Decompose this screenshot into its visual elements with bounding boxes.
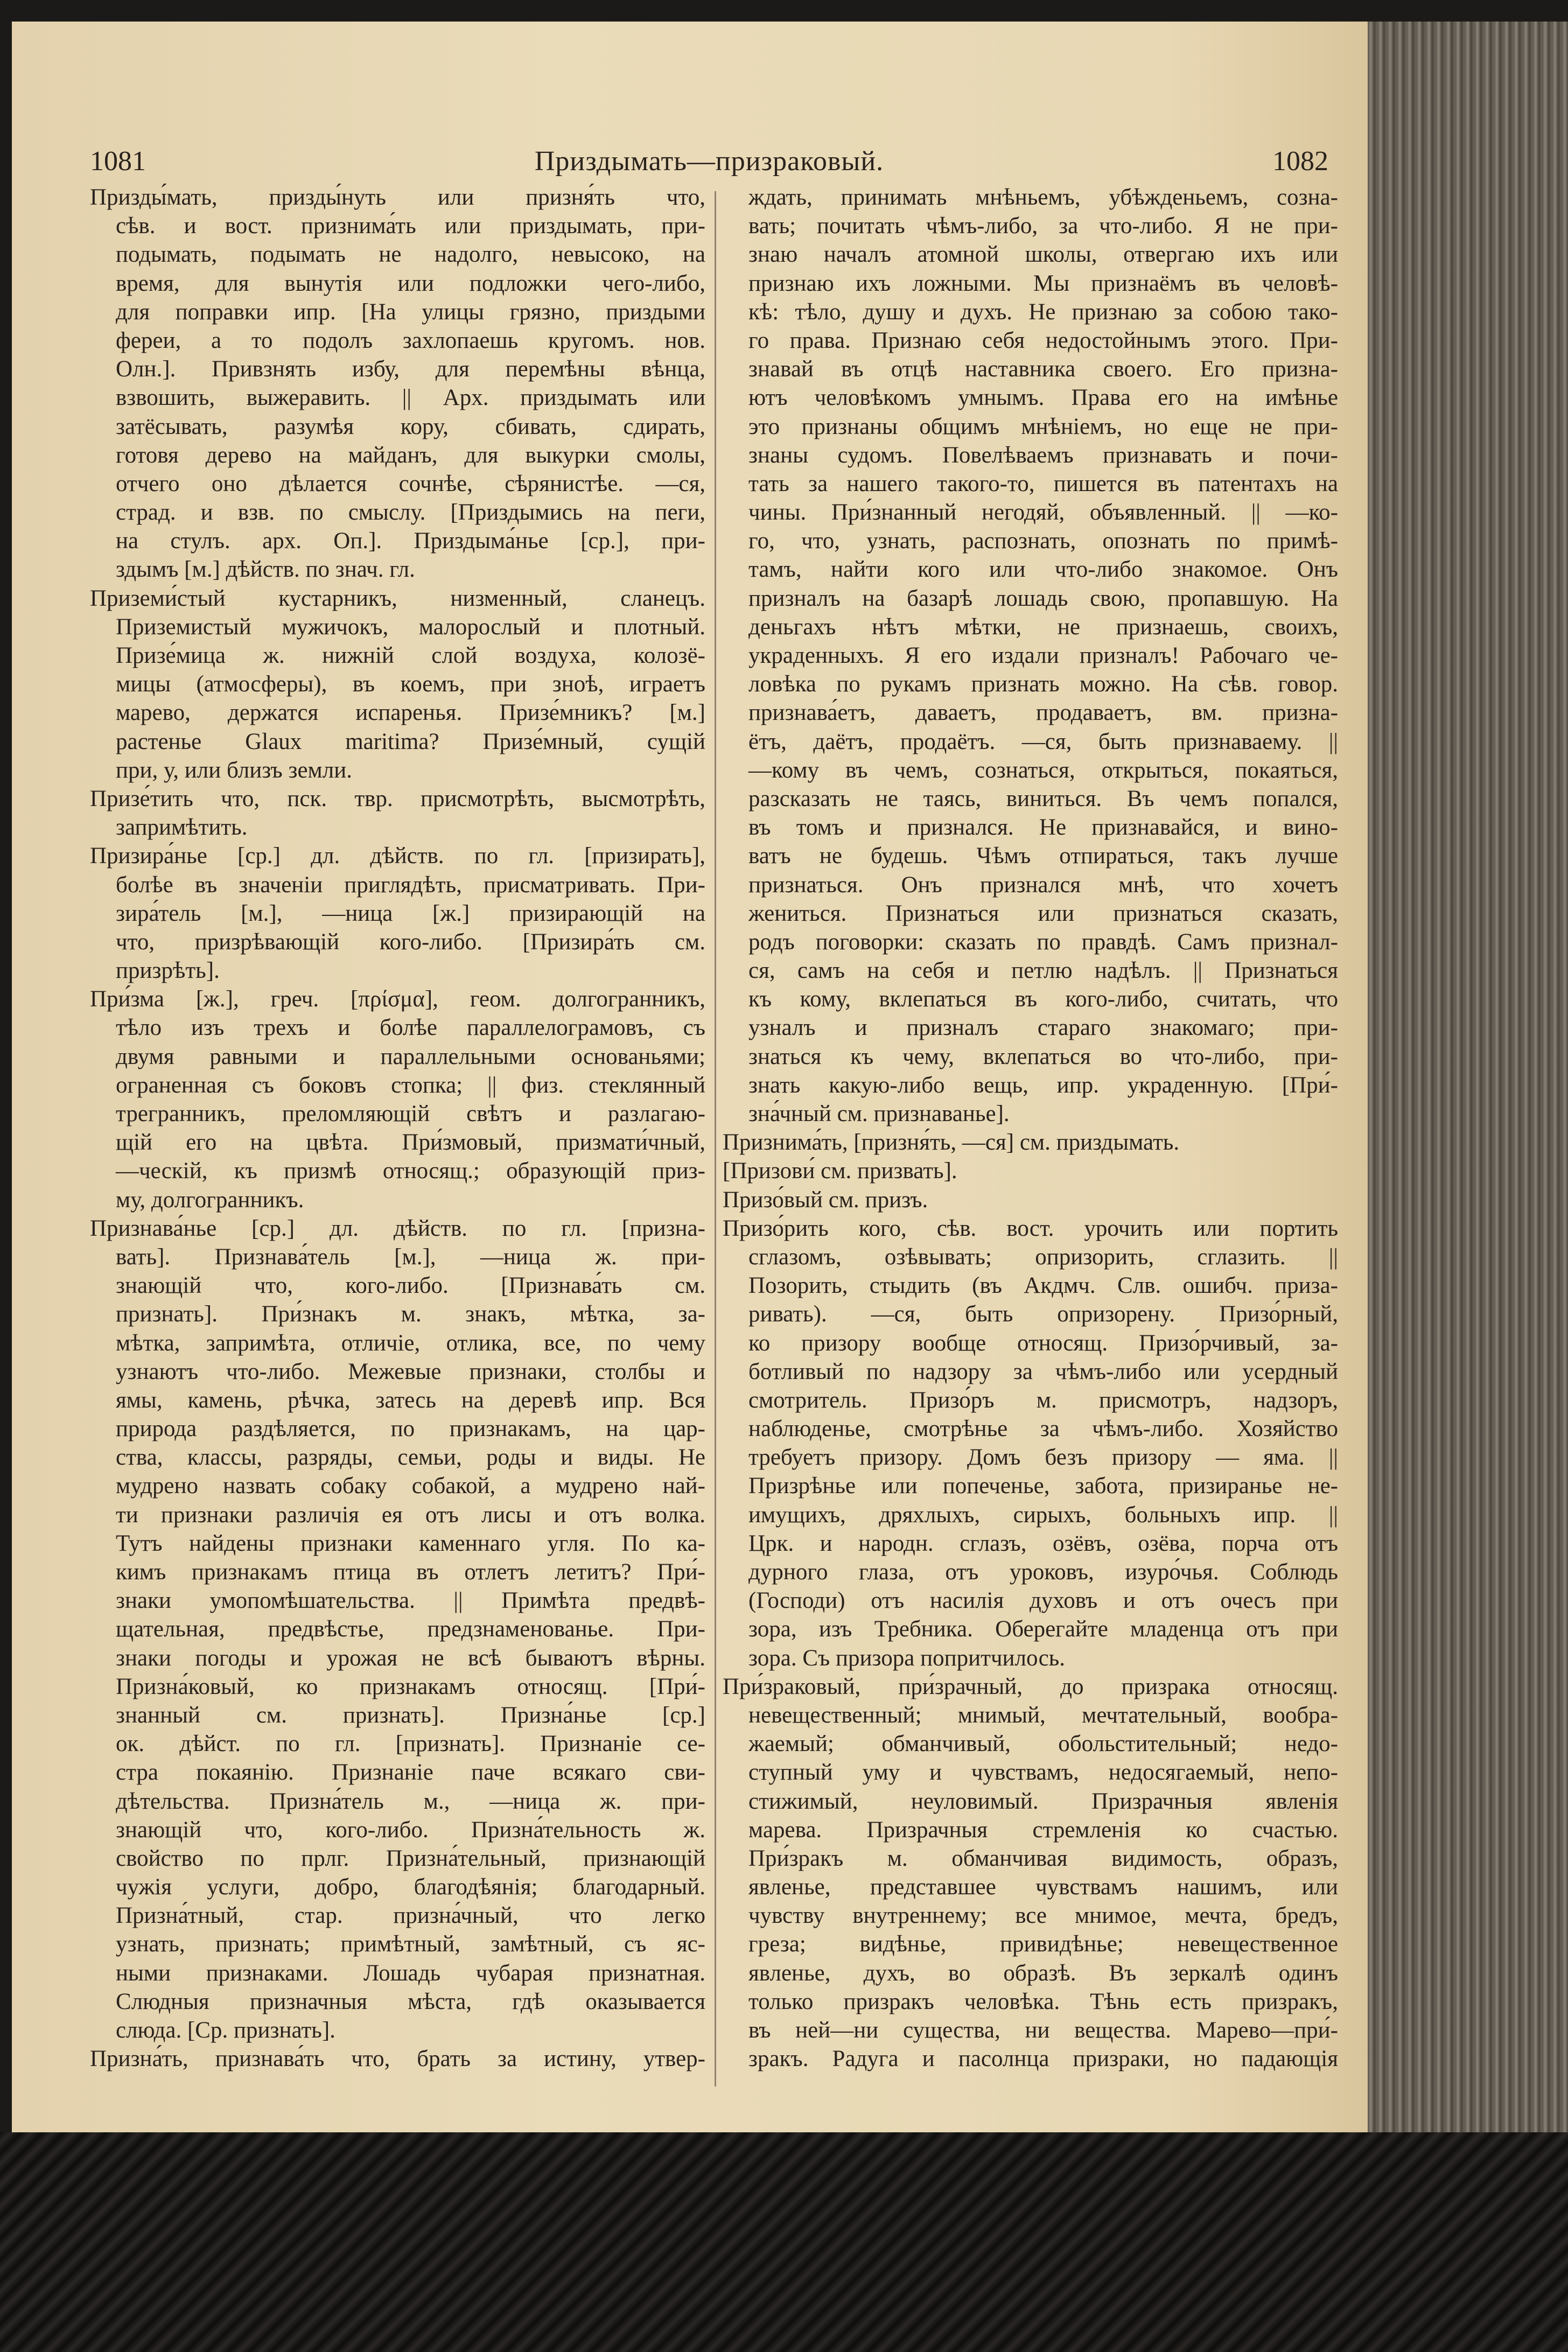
entry-headword-line: Призе́тить что, пск. твр. присмотрѣть, высмотрѣть, [90,786,705,811]
text-line: (Господи) отъ насилія духовъ и отъ очесъ при [748,1588,1338,1614]
text-line: ко призору вообще относящ. Призо́рчивый, за- [748,1330,1338,1356]
entry-headword-line: Признима́ть, [призня́ть, —ся] см. приздымать. [723,1130,1180,1156]
text-line: Тутъ найдены признаки каменнаго угля. По ка- [116,1530,705,1556]
text-line: разсказать не таясь, виниться. Въ чемъ попался, [748,786,1338,811]
entry-headword-line: При́зраковый, при́зрачный, до призрака относящ. [723,1674,1338,1699]
text-line: вать]. Признава́тель [м.], —ница ж. при- [116,1244,705,1270]
left-column [90,183,705,2073]
text-line: на стулъ. арх. Оп.]. Приздыма́нье [ср.], при- [116,528,705,554]
text-line: деньгахъ нѣтъ мѣтки, не признаешь, своихъ, [748,614,1338,640]
text-line: зира́тель [м.], —ница [ж.] призирающій на [116,900,705,926]
text-line: отчего оно дѣлается сочнѣе, сѣрянистѣе. —ся, [116,471,705,496]
text-line: кимъ признакамъ птица въ отлетъ летитъ? При́- [116,1559,705,1585]
text-line: фереи, а то подолъ захлопаешь кругомъ. нов. [116,327,705,353]
text-line: знанный см. признать]. Призна́нье [ср.] [116,1702,705,1728]
text-line: признаю ихъ ложными. Мы признаёмъ въ человѣ- [748,270,1338,296]
text-line: зна́чный см. признаванье]. [748,1101,1010,1126]
text-line: знаки умопомѣшательства. || Примѣта предвѣ- [116,1588,705,1614]
text-line: ограненная съ боковъ стопка; || физ. стеклянный [116,1072,705,1098]
entry-headword-line: При́зма [ж.], греч. [πρίσμα], геом. долгогранникъ, [90,986,705,1012]
text-line: ждать, принимать мнѣньемъ, убѣжденьемъ, созна- [748,185,1338,210]
text-line: греза; видѣнье, привидѣнье; невещественное [748,1931,1338,1957]
text-line: знающій что, кого-либо. Призна́тельность ж. [116,1817,705,1843]
text-line: —кому въ чемъ, сознаться, открыться, покаяться, [748,757,1338,783]
text-line: зракъ. Радуга и пасолнца призраки, но падающія [748,2046,1338,2072]
text-line: растенье Glaux maritima? Призе́мный, сущій [116,729,705,754]
text-line: знаны судомъ. Повелѣваемъ признавать и почи- [748,442,1338,468]
text-line: природа раздѣляется, по признакамъ, на цар- [116,1416,705,1442]
text-line: ся, самъ на себя и петлю надѣлъ. || Признаться [748,958,1338,984]
text-line: Слюдныя призначныя мѣста, гдѣ оказывается [116,1989,705,2014]
text-line: Црк. и народн. сглазъ, озёвъ, озёва, порча отъ [748,1530,1338,1556]
text-line: ловѣка по рукамъ признать можно. На сѣв. говор. [748,671,1338,697]
text-line: знавай въ отцѣ наставника своего. Его призна- [748,356,1338,382]
text-line: Призна́ковый, ко признакамъ относящ. [При́- [116,1674,705,1699]
text-line: жаемый; обманчивый, обольстительный; недо- [748,1731,1338,1757]
text-line: му, долгогранникъ. [116,1187,304,1213]
text-line: Призна́тный, стар. призна́чный, что легко [116,1903,705,1929]
entry-headword-line: Приземи́стый кустарникъ, низменный, сланецъ. [90,585,705,611]
text-line: го права. Признаю себя недостойнымъ этого. При- [748,327,1338,353]
text-line: ётъ, даётъ, продаётъ. —ся, быть признаваему. || [748,729,1338,754]
text-line: только призракъ человѣка. Тѣнь есть призракъ, [748,1989,1338,2014]
text-line: щательная, предвѣстье, предзнаменованье. При- [116,1616,705,1642]
entry-headword-line: Призо́вый см. призъ. [723,1187,928,1213]
text-line: время, для вынутія или подложки чего-либо, [116,270,705,296]
text-line: трегранникъ, преломляющій свѣтъ и разлагаю- [116,1101,705,1126]
text-line: явленье, представшее чувствамъ нашимъ, или [748,1874,1338,1900]
text-line: знаки погоды и урожая не всѣ бываютъ вѣрны. [116,1645,705,1671]
text-line: смотритель. Призо́ръ м. присмотръ, надзоръ, [748,1387,1338,1413]
text-line: Олн.]. Привзнять избу, для перемѣны вѣнца, [116,356,705,382]
text-line: имущихъ, дряхлыхъ, сирыхъ, больныхъ ипр. || [748,1502,1338,1528]
text-line: ривать). —ся, быть опризорену. Призо́рный, [748,1301,1338,1327]
page-number-right: 1082 [1272,146,1328,177]
background-surface [0,2132,1568,2352]
text-line: узналъ и призналъ стараго знакомаго; при- [748,1015,1338,1041]
text-line: явленье, духъ, во образѣ. Въ зеркалѣ одинъ [748,1960,1338,1986]
text-line: для поправки ипр. [На улицы грязно, приздыми [116,299,705,325]
text-line: требуетъ призору. Домъ безъ призору — яма. || [748,1445,1338,1471]
text-line: ства, классы, разряды, семьи, роды и виды. Не [116,1445,705,1471]
text-line: ок. дѣйст. по гл. [признать]. Признаніе се- [116,1731,705,1757]
text-line: тать за нашего такого-то, пишется въ патентахъ на [748,471,1338,496]
text-line: знать какую-либо вещь, ипр. украденную. [При́- [748,1072,1338,1098]
text-line: дѣтельства. Призна́тель м., —ница ж. при- [116,1788,705,1814]
text-line: призналъ на базарѣ лошадь свою, пропавшую. На [748,585,1338,611]
text-line: чужія услуги, добро, благодѣянія; благодарный. [116,1874,705,1900]
text-line: —ческій, къ призмѣ относящ.; образующій приз- [116,1158,705,1184]
text-line: знаться къ чему, вклепаться во что-либо, при- [748,1044,1338,1069]
text-line: при, у, или близъ земли. [116,757,352,783]
text-line: болѣе въ значеніи приглядѣть, присматривать. При- [116,872,705,898]
entry-headword-line: Признава́нье [ср.] дл. дѣйств. по гл. [призна- [90,1215,705,1241]
entry-headword-line: Призна́ть, признава́ть что, брать за истину, утвер- [90,2046,705,2072]
text-line: наблюденье, смотрѣнье за чѣмъ-либо. Хозяйство [748,1416,1338,1442]
text-line: марева. Призрачныя стремленія ко счастью. [748,1817,1338,1843]
text-line: взвошить, выжеравить. || Арх. приздымать или [116,385,705,411]
text-line: свойство по прлг. Призна́тельный, признающій [116,1845,705,1871]
text-line: мѣтка, запримѣта, отличіе, отлика, все, по чему [116,1330,705,1356]
text-line: ступный уму и чувствамъ, недосягаемый, непо- [748,1760,1338,1786]
page-header [90,145,1328,183]
text-line: къ кому, вклепаться въ кого-либо, считать, что [748,986,1338,1012]
page-number-left: 1081 [90,146,146,177]
text-line: украденныхъ. Я его издали призналъ! Рабочаго че- [748,643,1338,668]
text-line: сѣв. и вост. признима́ть или приздымать, при- [116,213,705,239]
entry-headword-line: Призо́рить кого, сѣв. вост. урочить или портить [723,1215,1338,1241]
text-line: родъ поговорки: сказать по правдѣ. Самъ признал- [748,929,1338,955]
text-line: кѣ: тѣло, душу и духъ. Не признаю за собою тако- [748,299,1338,325]
text-line: признать]. При́знакъ м. знакъ, мѣтка, за- [116,1301,705,1327]
text-line: ямы, камень, рѣчка, затесь на деревѣ ипр. Вся [116,1387,705,1413]
text-line: зора, изъ Требника. Оберегайте младенца отъ при [748,1616,1338,1642]
text-line: ютъ человѣкомъ умнымъ. Права его на имѣнье [748,385,1338,411]
text-line: ватъ не будешь. Чѣмъ отпираться, такъ лучше [748,843,1338,869]
text-line: признава́етъ, даваетъ, продаваетъ, вм. призна- [748,700,1338,726]
text-line: тамъ, найти кого или что-либо знакомое. Онъ [748,557,1338,583]
text-line: въ ней—ни существа, ни вещества. Марево—при́- [748,2018,1338,2043]
text-line: узнаютъ что-либо. Межевые признаки, столбы и [116,1359,705,1384]
text-line: страд. и взв. по смыслу. [Приздымись на пеги, [116,500,705,526]
text-line: жениться. Признаться или признаться сказать, [748,900,1338,926]
text-line: Призрѣнье или попеченье, забота, призиранье не- [748,1473,1338,1499]
text-line: узнать, признать; примѣтный, замѣтный, съ яс- [116,1931,705,1957]
text-line: Призе́мица ж. нижній слой воздуха, колозё- [116,643,705,668]
text-line: невещественный; мнимый, мечтательный, вообра- [748,1702,1338,1728]
text-line: го, что, узнать, распознать, опознать по примѣ- [748,528,1338,554]
text-line: затёсывать, разумѣя кору, сбивать, сдирать, [116,414,705,439]
entry-headword-line: [Призови́ см. призвать]. [723,1158,957,1184]
text-line: это признаны общимъ мнѣніемъ, но еще не при- [748,414,1338,439]
text-line: слюда. [Ср. признать]. [116,2018,335,2043]
text-line: ными признаками. Лошадь чубарая признатная. [116,1960,705,1986]
column-divider [715,191,716,2087]
text-line: сглазомъ, озѣвывать; опризорить, сглазить. || [748,1244,1338,1270]
text-line: двумя равными и параллельными основаньями; [116,1044,705,1069]
text-line: готовя дерево на майданъ, для выкурки смолы, [116,442,705,468]
text-line: мудрено назвать собаку собакой, а мудрено най- [116,1473,705,1499]
text-line: щій его на цвѣта. При́змовый, призмати́чный, [116,1130,705,1156]
text-line: ти признаки различія ея отъ лисы и отъ волка. [116,1502,705,1528]
text-line: Приземистый мужичокъ, малорослый и плотный. [116,614,705,640]
text-line: признаться. Онъ признался мнѣ, что хочетъ [748,872,1338,898]
text-line: подымать, подымать не надолго, невысоко, на [116,242,705,268]
text-line: знающій что, кого-либо. [Признава́ть см. [116,1273,705,1299]
text-line: Позорить, стыдить (въ Акдмч. Слв. ошибч. приза- [748,1273,1338,1299]
text-line: зора. Съ призора попритчилось. [748,1645,1066,1671]
entry-headword-line: Призды́мать, призды́нуть или призня́ть что, [90,185,705,210]
text-line: стижимый, неуловимый. Призрачныя явленія [748,1788,1338,1814]
entry-headword-line: Призира́нье [ср.] дл. дѣйств. по гл. [призирать], [90,843,705,869]
book-binding-edge [1368,22,1568,2138]
text-line: чины. При́знанный негодяй, объявленный. || —ко- [748,500,1338,526]
text-line: ботливый по надзору за чѣмъ-либо или усердный [748,1359,1338,1384]
text-line: марево, держатся испаренья. Призе́мникъ? [м.] [116,700,705,726]
text-line: призрѣть]. [116,958,220,984]
text-line: дурного глаза, отъ уроковъ, изуро́чья. Соблюдь [748,1559,1338,1585]
text-line: вать; почитать чѣмъ-либо, за что-либо. Я не при- [748,213,1338,239]
running-title: Приздымать—призраковый. [534,146,884,177]
text-line: въ томъ и признался. Не признавайся, и вино- [748,815,1338,841]
text-line: чувству внутреннему; все мнимое, мечта, бредъ, [748,1903,1338,1929]
text-line: мицы (атмосферы), въ коемъ, при зноѣ, играетъ [116,671,705,697]
text-line: стра покаянію. Признаніе паче всякаго сви- [116,1760,705,1786]
text-line: тѣло изъ трехъ и болѣе параллелограмовъ, съ [116,1015,705,1041]
text-line: знаю началъ атомной школы, отвергаю ихъ или [748,242,1338,268]
text-line: что, призрѣвающій кого-либо. [Призира́ть см. [116,929,705,955]
text-line: запримѣтить. [116,815,248,841]
right-column [723,183,1338,2073]
text-line: здымъ [м.] дѣйств. по знач. гл. [116,557,415,583]
text-line: При́зракъ м. обманчивая видимость, образъ, [748,1845,1338,1871]
